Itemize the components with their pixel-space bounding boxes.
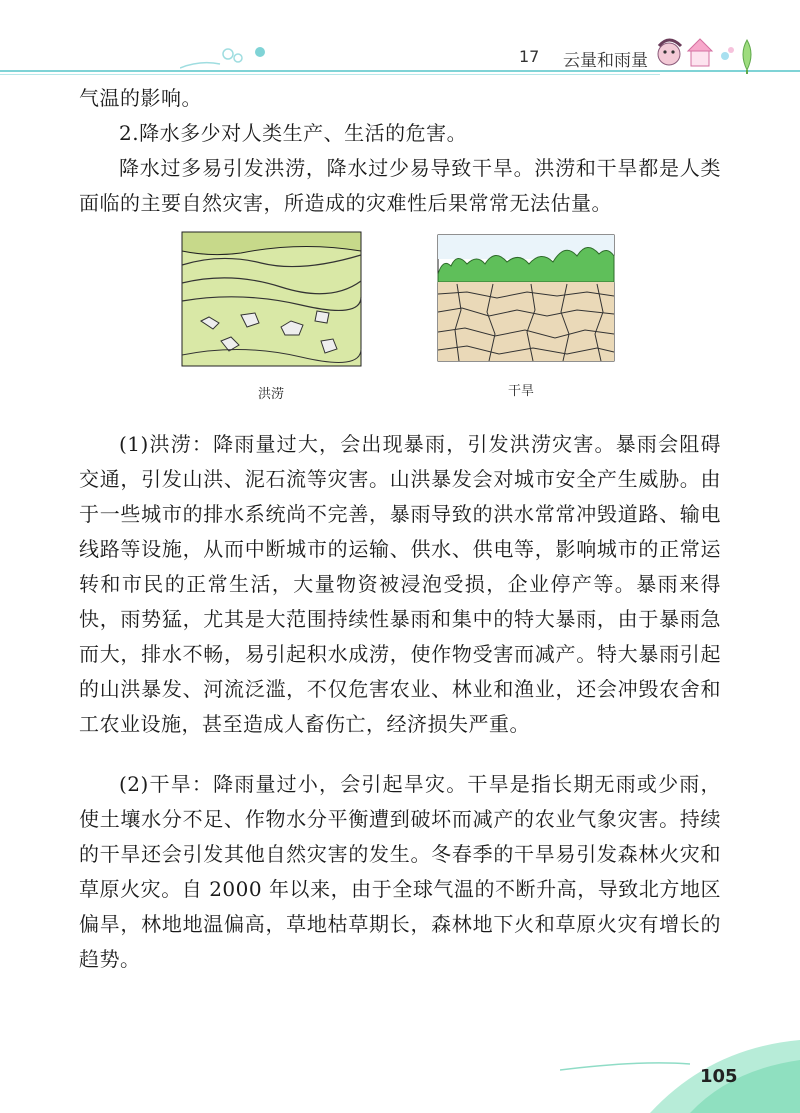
drought-illustration [437,234,615,362]
paragraph-drought: (2)干旱：降雨量过小，会引起旱灾。干旱是指长期无雨或少雨，使土壤水分不足、作物水分平衡遭到破坏而减产的农业气象灾害。持续的干旱还会引发其他自然灾害的发生。冬春季的干旱易引发森林火灾和草原火灾。自 2000 年以来，由于全球气温的不断升高，导致北方地区偏旱，林地地温偏高，草地枯草期长，森林地下火和草原火灾有增长的趋势。 [79,772,721,971]
paragraph-intro: 降水过多易引发洪涝，降水过少易导致干旱。洪涝和干旱都是人类面临的主要自然灾害，所造成的灾难性后果常常无法估量。 [79,156,721,215]
drought-caption: 干旱 [508,384,535,399]
cartoon-characters-icon [655,30,760,75]
section-heading-precipitation-hazards: 2.降水多少对人类生产、生活的危害。 [119,121,468,145]
page-number: 105 [700,1066,738,1087]
bubble-decoration-icon [180,40,280,70]
chapter-number: 17 [519,47,540,66]
chapter-title: 云量和雨量 [563,51,648,71]
flood-caption: 洪涝 [258,387,285,402]
header-rule-thin [0,74,660,75]
page-header [0,0,800,80]
flood-illustration [181,231,362,367]
page-corner-decoration [560,1030,800,1113]
paragraph-continuation: 气温的影响。 [79,86,202,110]
paragraph-flood: (1)洪涝：降雨量过大，会出现暴雨，引发洪涝灾害。暴雨会阻碍交通，引发山洪、泥石流等灾害。山洪暴发会对城市安全产生威胁。由于一些城市的排水系统尚不完善，暴雨导致的洪水常常冲毁道路、输电线路等设施，从而中断城市的运输、供水、供电等，影响城市的正常运转和市民的正常生活，大量物资被浸泡受损，企业停产等。暴雨来得快，雨势猛，尤其是大范围持续性暴雨和集中的特大暴雨，由于暴雨急而大，排水不畅，易引起积水成涝，使作物受害而减产。特大暴雨引起的山洪暴发、河流泛滥，不仅危害农业、林业和渔业，还会冲毁农舍和工农业设施，甚至造成人畜伤亡，经济损失严重。 [79,432,721,736]
